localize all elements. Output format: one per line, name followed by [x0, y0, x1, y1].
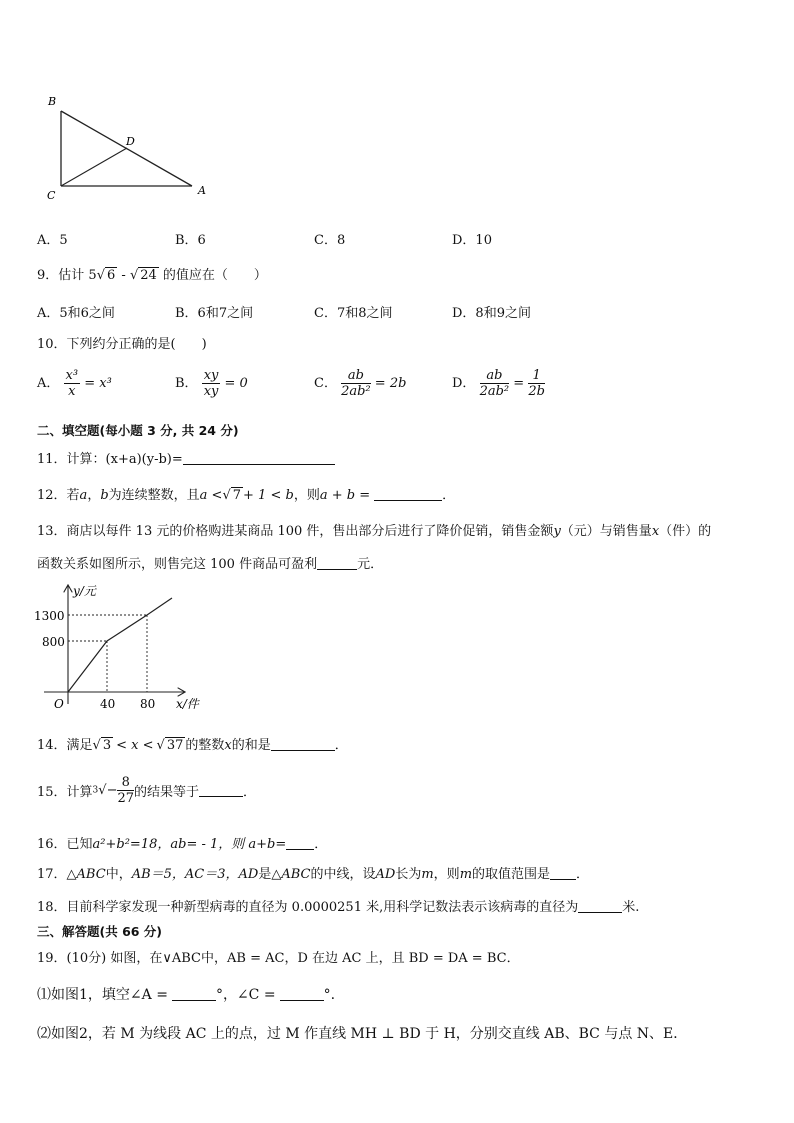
y-axis-label: y/元 [73, 584, 96, 598]
q15-end: ． [243, 785, 257, 800]
q10-c-num: ab [341, 368, 371, 384]
q9-option-b[interactable]: B．6和7之间 [175, 306, 254, 321]
q13-line1 [37, 520, 711, 539]
q9-option-a[interactable]: A．5和6之间 [37, 306, 115, 321]
section-2-title: 二、填空题(每小题 3 分, 共 24 分) [37, 423, 239, 438]
q16-expr: a²+b²=18，ab= - 1，则 a+b= [92, 837, 287, 852]
q10-d-fraction-2 [528, 368, 545, 399]
q17-end: ． [576, 867, 590, 882]
q10-a-den: x [68, 384, 76, 399]
triangle-figure [40, 90, 220, 205]
q17-p1: 17． [37, 867, 67, 882]
q12-var-b: b [100, 488, 109, 503]
q10-d-den2: 2b [528, 384, 545, 399]
x-tick-80: 80 [140, 697, 156, 711]
q18 [37, 896, 639, 915]
q10-d-fraction [480, 368, 510, 399]
q12-radicand: 7 [232, 488, 242, 503]
q13-line1c: （件）的 [659, 524, 712, 539]
q10-label-c: C． [314, 376, 337, 391]
q10-d-den: 2ab² [479, 384, 510, 399]
q9-radicand-1: 6 [106, 268, 116, 283]
q12-ineq2: + 1 < b [243, 488, 294, 503]
q8-option-c[interactable]: C．8 [314, 233, 346, 248]
q9-suffix: 的值应在（ ） [158, 268, 267, 283]
q15-den: 27 [117, 791, 135, 806]
label-c: C [47, 189, 56, 202]
q10-a-num: x³ [65, 368, 79, 383]
q16 [37, 833, 327, 852]
q13-line1b: （元）与销售量 [560, 524, 652, 539]
q14-radicand-2: 37 [166, 738, 184, 753]
q10-b-den: xy [203, 384, 219, 399]
q10-a-rhs: = x³ [84, 376, 112, 391]
q17-t5: m [421, 867, 434, 882]
q16-end: ． [314, 837, 328, 852]
q13-line2 [37, 553, 383, 572]
q14: 14．满足√ 3 < x < √ 37 的整数x的和是 ． [37, 738, 348, 753]
q17-t4: AD [375, 867, 396, 882]
q19-angle-a-blank[interactable] [172, 988, 216, 1001]
q17-p4: 的中线，设 [310, 867, 376, 882]
x-tick-40: 40 [100, 697, 116, 711]
q17-t1: △ABC [66, 867, 106, 882]
q19-stem: 19．(10分) 如图，在∨ABC中，AB = AC，D 在边 AC 上，且 BD = DA = BC． [37, 951, 520, 966]
sales-graph [30, 578, 210, 714]
q17-p7: 的取值范围是 [472, 867, 551, 882]
q11 [37, 448, 335, 467]
q9-minus: - [117, 268, 130, 283]
q14-answer-blank[interactable] [271, 738, 335, 751]
q10-option-a[interactable] [37, 368, 112, 399]
q18-answer-blank[interactable] [578, 900, 622, 913]
q12-end: ． [442, 488, 456, 503]
q9-option-c[interactable]: C．7和8之间 [314, 306, 393, 321]
q12-expr: a + b = [319, 488, 371, 503]
label-b: B [48, 95, 57, 108]
q15-minus: − [106, 783, 118, 798]
q12: 12．若a，b为连续整数，且a <√ 7 + 1 < b，则a + b = ． [37, 488, 456, 503]
q19-angle-c-blank[interactable] [280, 988, 324, 1001]
q10-c-rhs: = 2b [374, 376, 407, 391]
q15-answer-blank[interactable] [199, 784, 243, 797]
q14-mid: < x < [116, 738, 154, 753]
label-d: D [126, 135, 135, 148]
q8-option-d[interactable]: D．10 [452, 233, 492, 248]
q10-d-eq: = [513, 376, 525, 391]
q13-line2a: 函数关系如图所示，则售完这 100 件商品可盈利 [37, 557, 318, 572]
q10-b-fraction [202, 368, 221, 399]
q10-d-num: ab [480, 368, 510, 384]
q9-prefix: 9．估计 5 [37, 268, 97, 283]
q14-p3: 的和是 [231, 738, 271, 753]
q15-num: 8 [117, 775, 134, 791]
q15-fraction [117, 775, 134, 806]
q12-p3: 为连续整数，且 [108, 488, 200, 503]
q17-p2: 中， [105, 867, 132, 882]
segment-cd [61, 148, 127, 186]
q14-var-x: x [224, 738, 232, 753]
q15: 15．计算3√− $\frac{8}{27}$ 的结果等于 ． [37, 775, 257, 806]
q10-b-num: xy [203, 368, 219, 383]
q19-part1 [37, 984, 335, 1004]
q10-a-fraction [64, 368, 81, 399]
q12-answer-blank[interactable] [374, 488, 442, 501]
y-tick-800: 800 [42, 635, 65, 649]
q10-d-num2: 1 [528, 368, 545, 384]
q17-t3: △ABC [271, 867, 311, 882]
x-axis-label: x/件 [176, 697, 199, 711]
q11-text: 11．计算：(x+a)(y-b)= [37, 452, 183, 467]
q9-option-d[interactable]: D．8和9之间 [452, 306, 531, 321]
q16-p1: 16．已知 [37, 837, 93, 852]
q19-part2: ⑵如图2，若 M 为线段 AC 上的点，过 M 作直线 MH ⊥ BD 于 H，分别交直线 AB、BC 与点 N、E． [37, 1026, 688, 1042]
q13-var-y: y [553, 524, 561, 539]
q10-label-b: B． [175, 376, 198, 391]
q10-label-d: D． [452, 376, 476, 391]
y-tick-1300: 1300 [34, 609, 65, 623]
q17-t6: m [459, 867, 473, 882]
q14-radicand-1: 3 [102, 738, 112, 753]
label-a: A [198, 184, 206, 197]
q9-stem: 9．估计 5√ 6 - √ 24 的值应在（ ） [37, 268, 267, 283]
q19-p1c: °. [323, 987, 336, 1003]
q17-answer-blank[interactable] [550, 867, 576, 880]
q13-var-x: x [651, 524, 660, 539]
q18-end: 米. [622, 900, 640, 915]
q12-p4: ，则 [293, 488, 320, 503]
q12-p1: 12．若 [37, 488, 80, 503]
q15-p1: 15．计算 [37, 785, 93, 800]
q10-stem: 10．下列约分正确的是( ) [37, 337, 207, 352]
section-3-title: 三、解答题(共 66 分) [37, 924, 163, 939]
q17-p5: 长为 [395, 867, 422, 882]
q17-p6: ，则 [433, 867, 460, 882]
q15-p2: 的结果等于 [134, 785, 200, 800]
q10-b-rhs: = 0 [224, 376, 248, 391]
q17-t2: AB＝5，AC＝3，AD [131, 867, 259, 882]
q16-answer-blank[interactable] [286, 837, 314, 850]
q9-radicand-2: 24 [140, 268, 157, 283]
q19-p1a: ⑴如图1，填空∠A = [37, 987, 168, 1003]
q14-end: ． [334, 738, 348, 753]
q10-label-a: A． [37, 376, 60, 391]
sales-function-line [68, 598, 172, 692]
q12-var-a: a [79, 488, 88, 503]
q13-answer-blank[interactable] [317, 557, 357, 570]
q19-p1b: °，∠C = [215, 987, 276, 1003]
q10-c-fraction [341, 368, 371, 399]
q14-p2: 的整数 [185, 738, 225, 753]
q10-option-b[interactable] [175, 368, 248, 399]
q8-option-b[interactable]: B．6 [175, 233, 206, 248]
q10-option-c[interactable] [314, 368, 406, 399]
q18-text: 18．目前科学家发现一种新型病毒的直径为 0.0000251 米,用科学记数法表示该病毒的直径为 [37, 900, 579, 915]
q15-root-index: 3 [92, 785, 99, 796]
q14-p1: 14．满足 [37, 738, 93, 753]
q11-answer-blank[interactable] [183, 452, 335, 465]
q12-ineq1: a < [199, 488, 223, 503]
q13-line1a: 13．商店以每件 13 元的价格购进某商品 100 件，售出部分后进行了降价促销，销售金额 [37, 524, 554, 539]
q10-option-d[interactable] [452, 368, 545, 399]
origin-label: O [54, 697, 64, 711]
q12-p2: ， [87, 488, 101, 503]
q10-c-den: 2ab² [341, 384, 371, 399]
q8-option-a[interactable]: A．5 [37, 233, 68, 248]
q17-p3: 是 [258, 867, 272, 882]
q13-line2b: 元． [357, 557, 384, 572]
q17 [37, 863, 589, 882]
